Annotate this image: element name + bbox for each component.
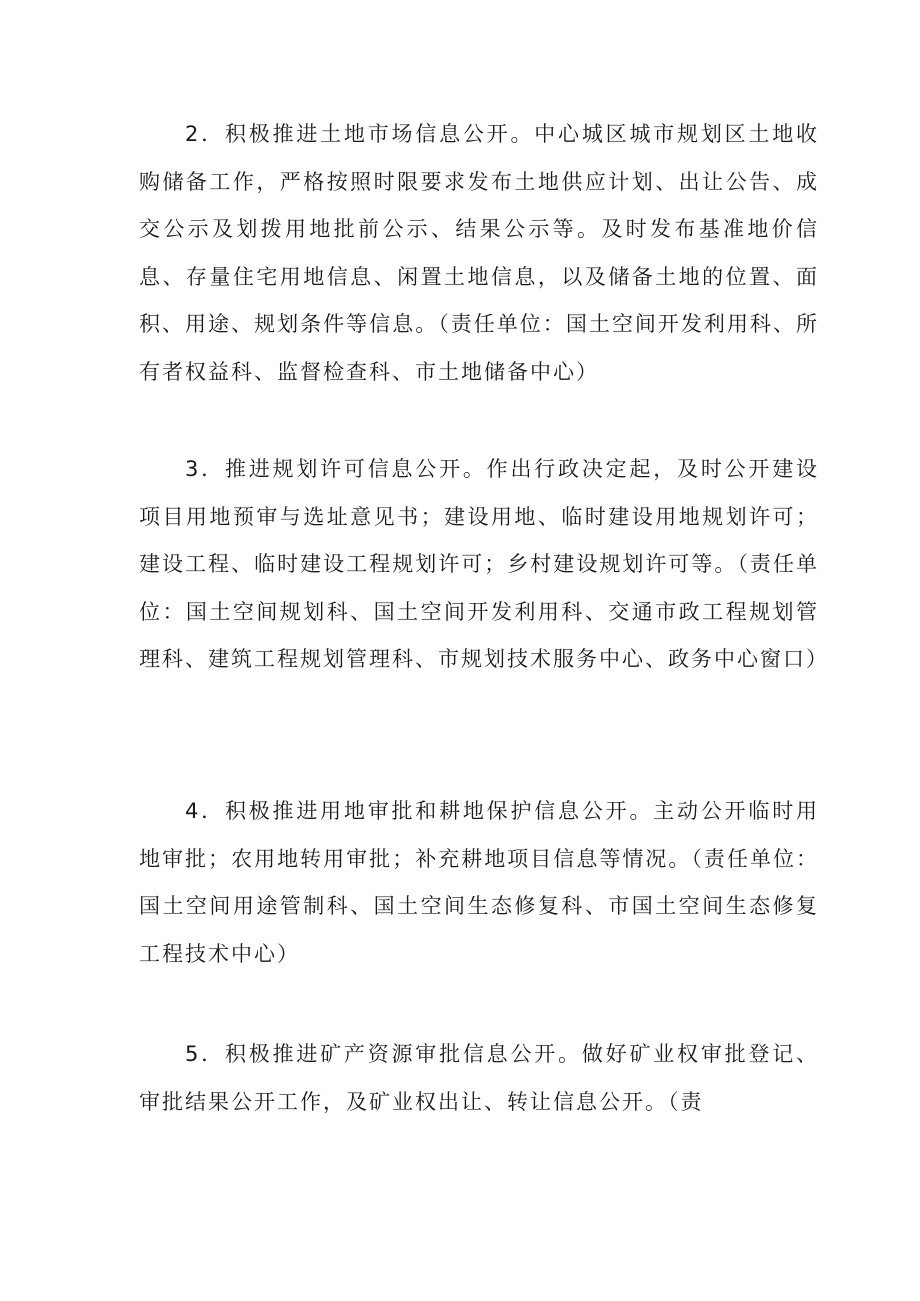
- paragraph-item-5: 5．积极推进矿产资源审批信息公开。做好矿业权审批登记、审批结果公开工作，及矿业权出让、转让信息公开。（责: [139, 1042, 819, 1114]
- paragraph-item-4: 4．积极推进用地审批和耕地保护信息公开。主动公开临时用地审批；农用地转用审批；补充耕地项目信息等情况。（责任单位：国土空间用途管制科、国土空间生态修复科、市国土空间生态修复工程技术中心）: [139, 799, 819, 966]
- paragraph-item-3: 3．推进规划许可信息公开。作出行政决定起，及时公开建设项目用地预审与选址意见书；建设用地、临时建设用地规划许可；建设工程、临时建设工程规划许可；乡村建设规划许可等。（责任单位：国土空间规划科、国土空间开发利用科、交通市政工程规划管理科、建筑工程规划管理科、市规划技术服务中心、政务中心窗口）: [139, 457, 829, 672]
- paragraph-item-2: 2．积极推进土地市场信息公开。中心城区城市规划区土地收购储备工作，严格按照时限要求发布土地供应计划、出让公告、成交公示及划拨用地批前公示、结果公示等。及时发布基准地价信息、存量住宅用地信息、闲置土地信息，以及储备土地的位置、面积、用途、规划条件等信息。（责任单位：国土空间开发利用科、所有者权益科、监督检查科、市土地储备中心）: [139, 122, 819, 384]
